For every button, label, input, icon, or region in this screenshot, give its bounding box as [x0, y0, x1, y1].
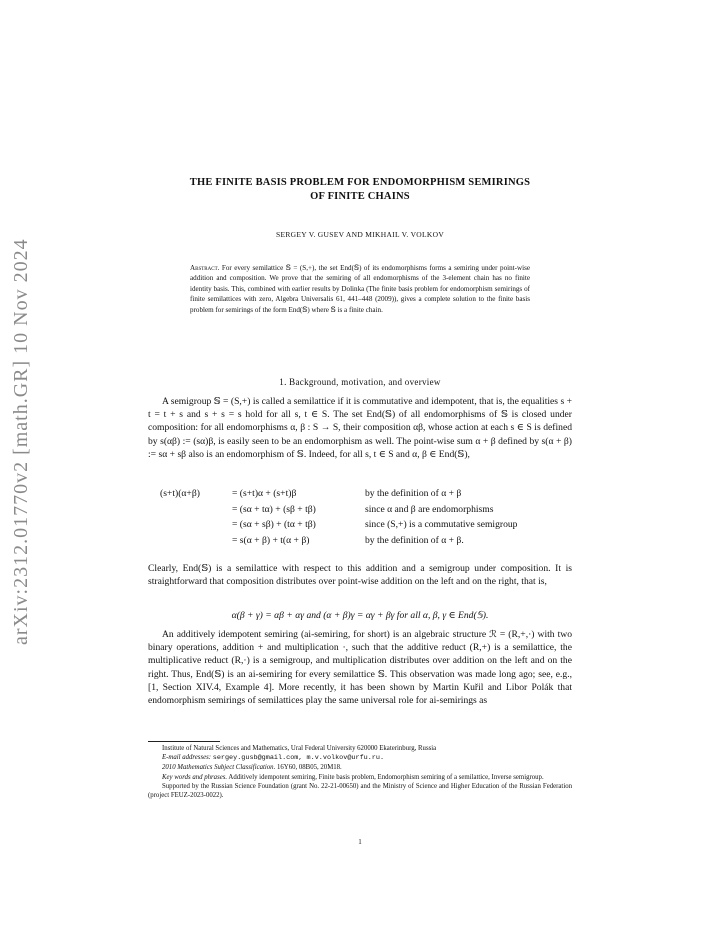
derivation-rhs: = s(α + β) + t(α + β) — [232, 534, 310, 546]
affiliation: Institute of Natural Sciences and Mathematics, Ural Federal University 620000 Ekaterinburg, Russia — [162, 745, 437, 752]
derivation-rhs: = (sα + tα) + (sβ + tβ) — [232, 503, 316, 515]
email-label: E-mail addresses: — [162, 754, 212, 762]
derivation-row — [160, 502, 517, 518]
footnotes — [148, 744, 572, 800]
derivation-row — [160, 517, 517, 533]
derivation-row — [160, 486, 517, 502]
arxiv-identifier: arXiv:2312.01770v2 [math.GR] 10 Nov 2024 — [10, 238, 32, 645]
derivation-rhs: = (s+t)α + (s+t)β — [232, 488, 297, 499]
msc-line — [148, 763, 572, 772]
paragraph-2: Clearly, End(𝕊) is a semilattice with respect to this addition and a semigroup under composition. It is straightforward that composition distributes over point-wise addition on the left and on the right, that is, — [148, 563, 572, 588]
derivation-lhs — [160, 533, 232, 549]
keywords-line — [148, 773, 572, 782]
title-line-1: THE FINITE BASIS PROBLEM FOR ENDOMORPHISM SEMIRINGS — [189, 177, 531, 188]
derivation-reason: since (S,+) is a commutative semigroup — [365, 519, 518, 530]
email-line — [148, 753, 572, 763]
derivation — [160, 486, 517, 548]
paper-title — [148, 176, 572, 204]
abstract-label: Abstract. — [190, 264, 220, 272]
keywords: Additively idempotent semiring, Finite basis problem, Endomorphism semiring of a semilattice, Inverse semigroup. — [228, 773, 544, 781]
derivation-reason: by the definition of α + β — [365, 488, 462, 499]
footnote-rule — [148, 741, 220, 742]
keywords-label: Key words and phrases. — [162, 773, 228, 781]
abstract-text: For every semilattice 𝕊 = (S,+), the set End(𝕊) of its endomorphisms forms a semiring under point-wise addition and composition. We prove that the semiring of all endomorphisms of the 3-element chain has no finite identity basis. This, combined with earlier results by Dolinka (The finite basis problem for endomorphism semirings of finite semilattices with zero, Algebra Universalis 61, 441–448 (2009)), gives a complete solution to the finite basis problem for semirings of the form End(𝕊) where 𝕊 is a finite chain. — [190, 264, 530, 314]
msc-codes: 16Y60, 08B05, 20M18. — [276, 764, 342, 772]
derivation-lhs: (s+t)(α+β) — [160, 488, 200, 499]
derivation-lhs — [160, 517, 232, 533]
authors: SERGEY V. GUSEV AND MIKHAIL V. VOLKOV — [275, 230, 445, 239]
paragraph-3: An additively idempotent semiring (ai-semiring, for short) is an algebraic structure ℛ = (R,+,·) with two binary operations, addition + and multiplication ·, such that the additive reduct (R,+) is a semilattice, the multiplicative reduct (R,·) is a semigroup, and multiplication distributes over addition on the left and on the right. Thus, End(𝕊) is an ai-semiring for every semilattice 𝕊. This observation was made long ago; see, e.g., [1, Section XIV.4, Example 4]. More recently, it has been shown by Martin Kuřil and Libor Polák that endomorphism semirings of semilattices play the same universal role for ai-semirings as — [148, 629, 572, 707]
distributivity-equation: α(β + γ) = αβ + αγ and (α + β)γ = αγ + βγ for all α, β, γ ∈ End(𝕊). — [231, 610, 489, 621]
derivation-reason: since α and β are endomorphisms — [365, 503, 494, 515]
title-line-2: OF FINITE CHAINS — [310, 191, 410, 202]
paragraph-1: A semigroup 𝕊 = (S,+) is called a semilattice if it is commutative and idempotent, that is, the equalities s + t = t + s and s + s = s hold for all s, t ∈ S. The set End(𝕊) of all endomorphisms of 𝕊 is closed under composition: for all endomorphisms α, β : S → S, their composition αβ, whose action at each s ∈ S is defined by s(αβ) := (sα)β, is easily seen to be an endomorphism as well. The point-wise sum α + β defined by s(α + β) := sα + sβ also is an endomorphism of 𝕊. Indeed, for all s, t ∈ S and α, β ∈ End(𝕊), — [148, 396, 572, 460]
support-line: Supported by the Russian Science Foundation (grant No. 22-21-00650) and the Ministry of Science and Higher Education of the Russian Federation (project FEUZ-2023-0022). — [148, 782, 572, 800]
page-number: 1 — [358, 838, 362, 846]
derivation-row — [160, 533, 517, 549]
derivation-lhs — [160, 502, 232, 518]
section-heading: 1. Background, motivation, and overview — [279, 377, 441, 387]
msc-label: 2010 Mathematics Subject Classification. — [162, 764, 276, 772]
derivation-reason: by the definition of α + β. — [365, 534, 464, 546]
abstract — [190, 263, 530, 315]
derivation-rhs: = (sα + sβ) + (tα + tβ) — [232, 519, 316, 530]
email-addresses: sergey.gusb@gmail.com, m.v.volkov@urfu.ru. — [212, 754, 385, 763]
